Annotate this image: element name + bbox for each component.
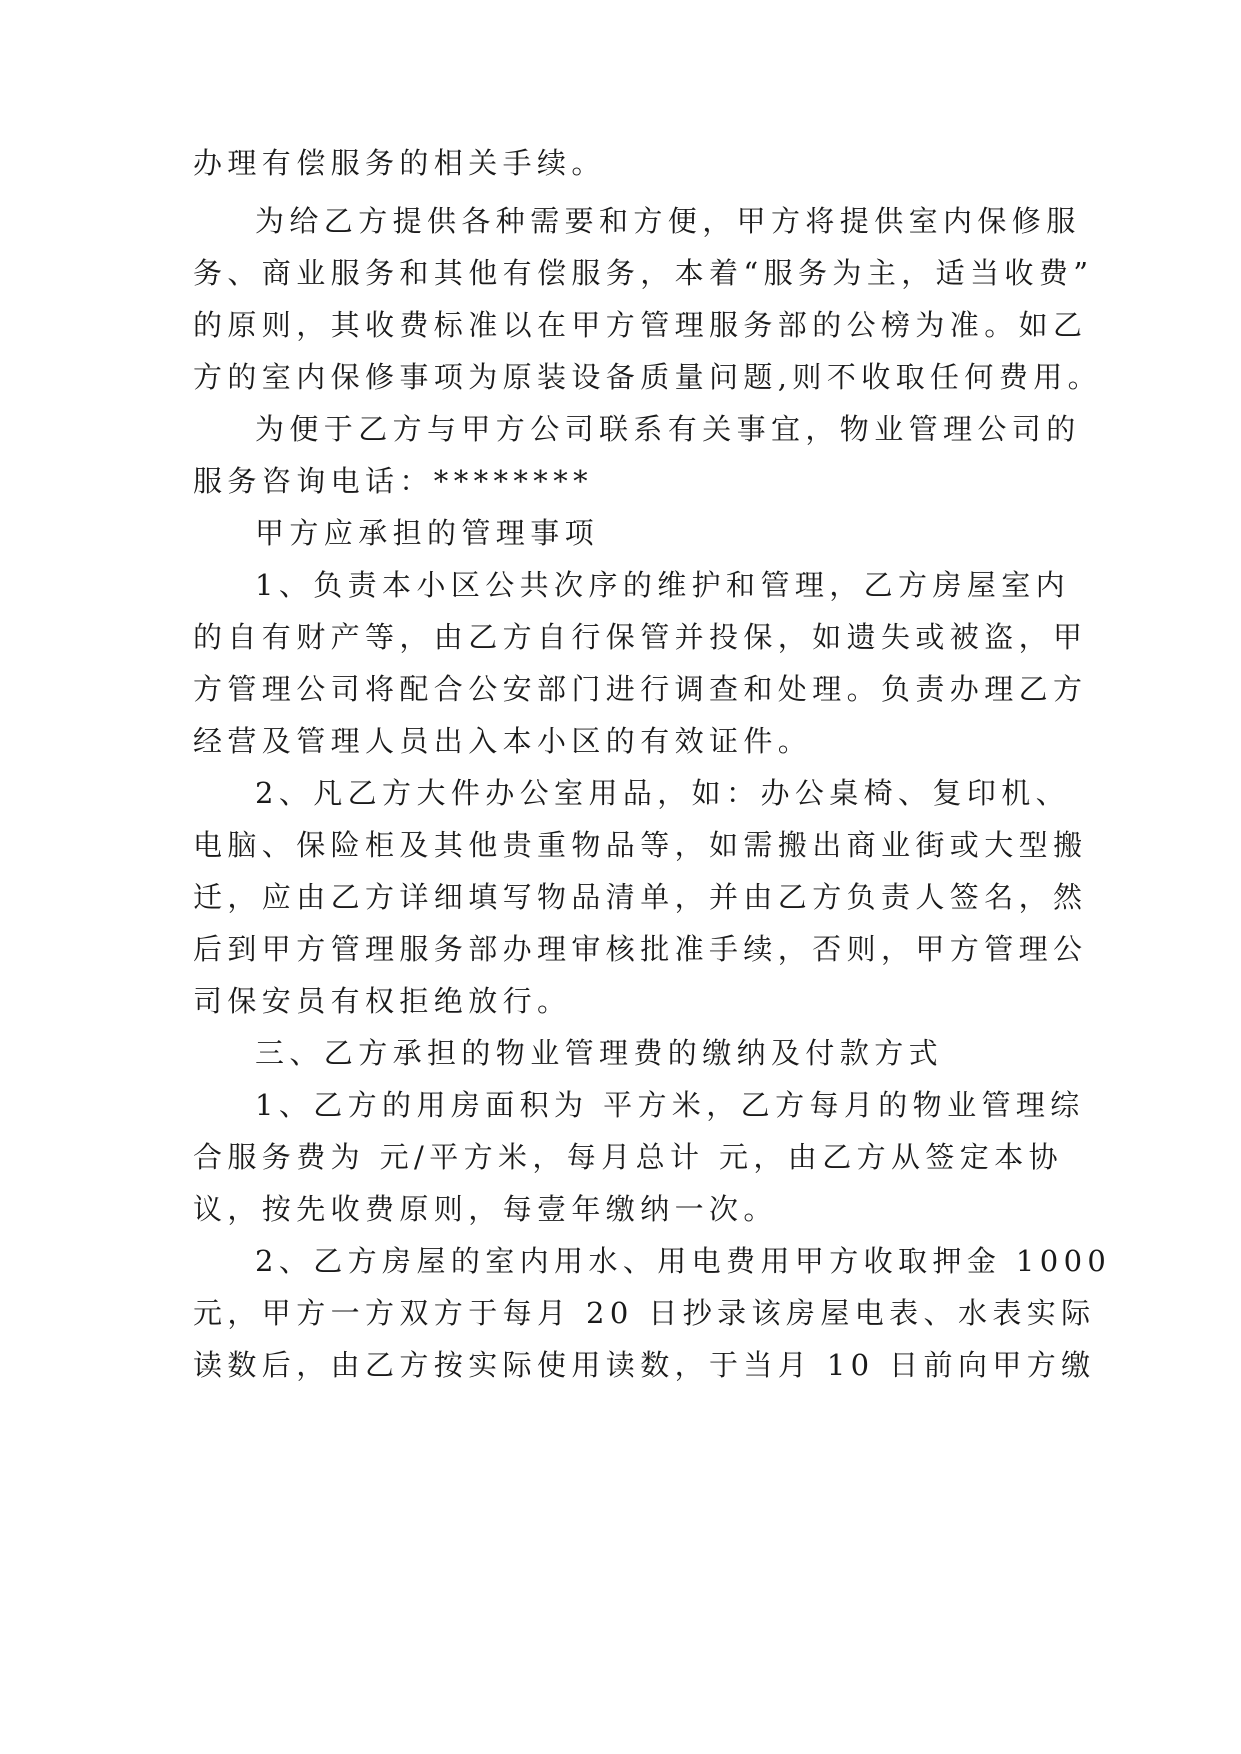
text-line: 2、凡乙方大件办公室用品，如：办公桌椅、复印机、	[255, 776, 1071, 810]
text-line: 司保安员有权拒绝放行。	[193, 984, 572, 1018]
text-line: 电脑、保险柜及其他贵重物品等，如需搬出商业街或大型搬	[193, 828, 1088, 862]
text-line: 方管理公司将配合公安部门进行调查和处理。负责办理乙方	[193, 672, 1088, 706]
text-line: 读数后，由乙方按实际使用读数，于当月 10 日前向甲方缴	[193, 1348, 1096, 1382]
text-line: 元，甲方一方双方于每月 20 日抄录该房屋电表、水表实际	[193, 1296, 1096, 1330]
text-line: 议，按先收费原则，每壹年缴纳一次。	[193, 1192, 778, 1226]
text-line: 服务咨询电话：********	[193, 464, 594, 498]
text-line: 迁，应由乙方详细填写物品清单，并由乙方负责人签名，然	[193, 880, 1088, 914]
text-line: 务、商业服务和其他有偿服务，本着“服务为主，适当收费”	[193, 256, 1094, 290]
text-line: 1、负责本小区公共次序的维护和管理，乙方房屋室内	[255, 568, 1071, 602]
text-line: 办理有偿服务的相关手续。	[193, 146, 606, 180]
text-line: 经营及管理人员出入本小区的有效证件。	[193, 724, 813, 758]
text-line: 方的室内保修事项为原装设备质量问题,则不收取任何费用。	[193, 360, 1103, 394]
text-line: 为给乙方提供各种需要和方便，甲方将提供室内保修服	[255, 204, 1081, 238]
text-line: 合服务费为 元/平方米，每月总计 元，由乙方从签定本协	[193, 1140, 1064, 1174]
text-line: 2、乙方房屋的室内用水、用电费用甲方收取押金 1000	[255, 1244, 1112, 1278]
section-heading: 三、乙方承担的物业管理费的缴纳及付款方式	[255, 1036, 944, 1070]
section-heading: 甲方应承担的管理事项	[255, 516, 600, 550]
text-line: 为便于乙方与甲方公司联系有关事宜，物业管理公司的	[255, 412, 1081, 446]
text-line: 1、乙方的用房面积为 平方米，乙方每月的物业管理综	[255, 1088, 1085, 1122]
text-line: 的原则，其收费标准以在甲方管理服务部的公榜为准。如乙	[193, 308, 1088, 342]
text-line: 后到甲方管理服务部办理审核批准手续，否则，甲方管理公	[193, 932, 1088, 966]
text-line: 的自有财产等，由乙方自行保管并投保，如遗失或被盗，甲	[193, 620, 1088, 654]
